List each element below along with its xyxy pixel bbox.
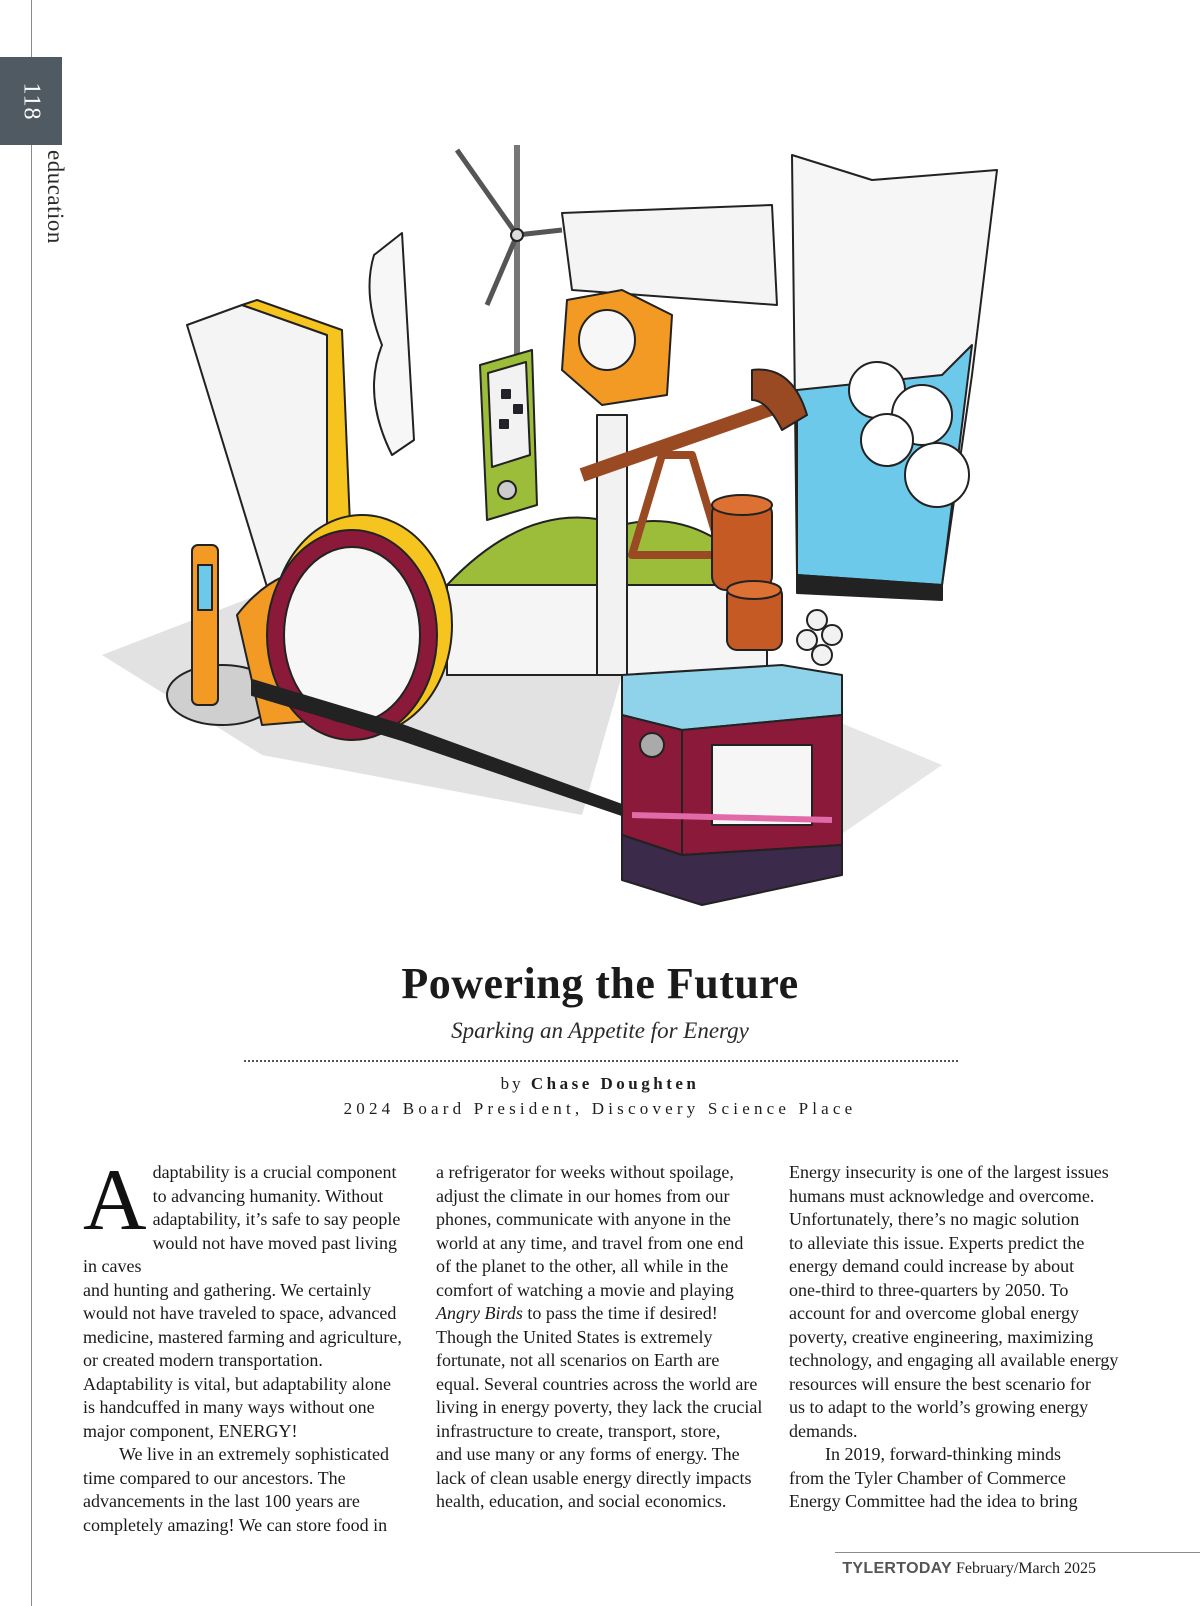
article-column-1 (83, 1152, 415, 1537)
drop-cap: A (83, 1152, 147, 1249)
paragraph-3 (436, 1161, 768, 1514)
footer (842, 1560, 1096, 1578)
exhibit-illustration (62, 115, 1132, 915)
paragraph-3-text-a: a refrigerator for weeks without spoilage, adjust the climate in our homes from our phones, communicate with anyone in the world at any time, and travel from one end of the planet to the other, all while in the comfort of watching a movie and playing (436, 1162, 744, 1300)
dotted-divider (244, 1060, 958, 1062)
paragraph-2: We live in an extremely sophisticated time compared to our ancestors. The advancements in the last 100 years are completely amazing! We can store food in (83, 1444, 389, 1535)
paragraph-4: Energy insecurity is one of the largest issues humans must acknowledge and overcome. Unfortunately, there’s no magic solution to alleviate this issue. Experts predict the energy demand could increase by about one-third to three-quarters by 2050. To account for and overcome global energy poverty, creative engineering, maximizing technology, and engaging all available energy resources will ensure the best scenario for us to adapt to the world’s growing energy demands. (789, 1162, 1119, 1441)
magazine-brand: TYLERTODAY (842, 1560, 953, 1577)
byline (0, 1074, 1200, 1094)
left-margin-rule (31, 0, 32, 1606)
issue-date: February/March 2025 (956, 1560, 1096, 1577)
page-number-tab (0, 57, 62, 145)
page-number: 118 (18, 81, 45, 121)
footer-rule (835, 1552, 1200, 1553)
article-column-2 (436, 1161, 768, 1514)
byline-prefix: by (500, 1074, 524, 1093)
game-title: Angry Birds (436, 1303, 523, 1323)
paragraph-1-text: daptability is a crucial component to advancing humanity. Without adaptability, it’s safe to say people would not have moved past living in caves and hunting and gathering. We certainly would not have traveled to space, advanced medicine, mastered farming and agriculture, or created modern transportation. Adaptability is vital, but adaptability alone is handcuffed in many ways without one major component, ENERGY! (83, 1162, 402, 1441)
section-label: education (43, 150, 68, 244)
paragraph-1 (83, 1152, 415, 1443)
article-column-3 (789, 1161, 1129, 1514)
paragraph-3-text-b: to pass the time if desired! Though the United States is extremely fortunate, not all scenarios on Earth are equal. Several countries across the world are living in energy poverty, they lack the crucial infrastructure to create, transport, store, and use many or any forms of energy. The lack of clean usable energy directly impacts health, education, and social economics. (436, 1303, 763, 1511)
paragraph-5: In 2019, forward-thinking minds from the Tyler Chamber of Commerce Energy Committee had the idea to bring (789, 1444, 1078, 1511)
article-title: Powering the Future (401, 959, 799, 1008)
author-role: 2024 Board President, Discovery Science Place (343, 1099, 857, 1118)
article-subtitle: Sparking an Appetite for Energy (451, 1018, 749, 1043)
author-name: Chase Doughten (530, 1074, 700, 1093)
